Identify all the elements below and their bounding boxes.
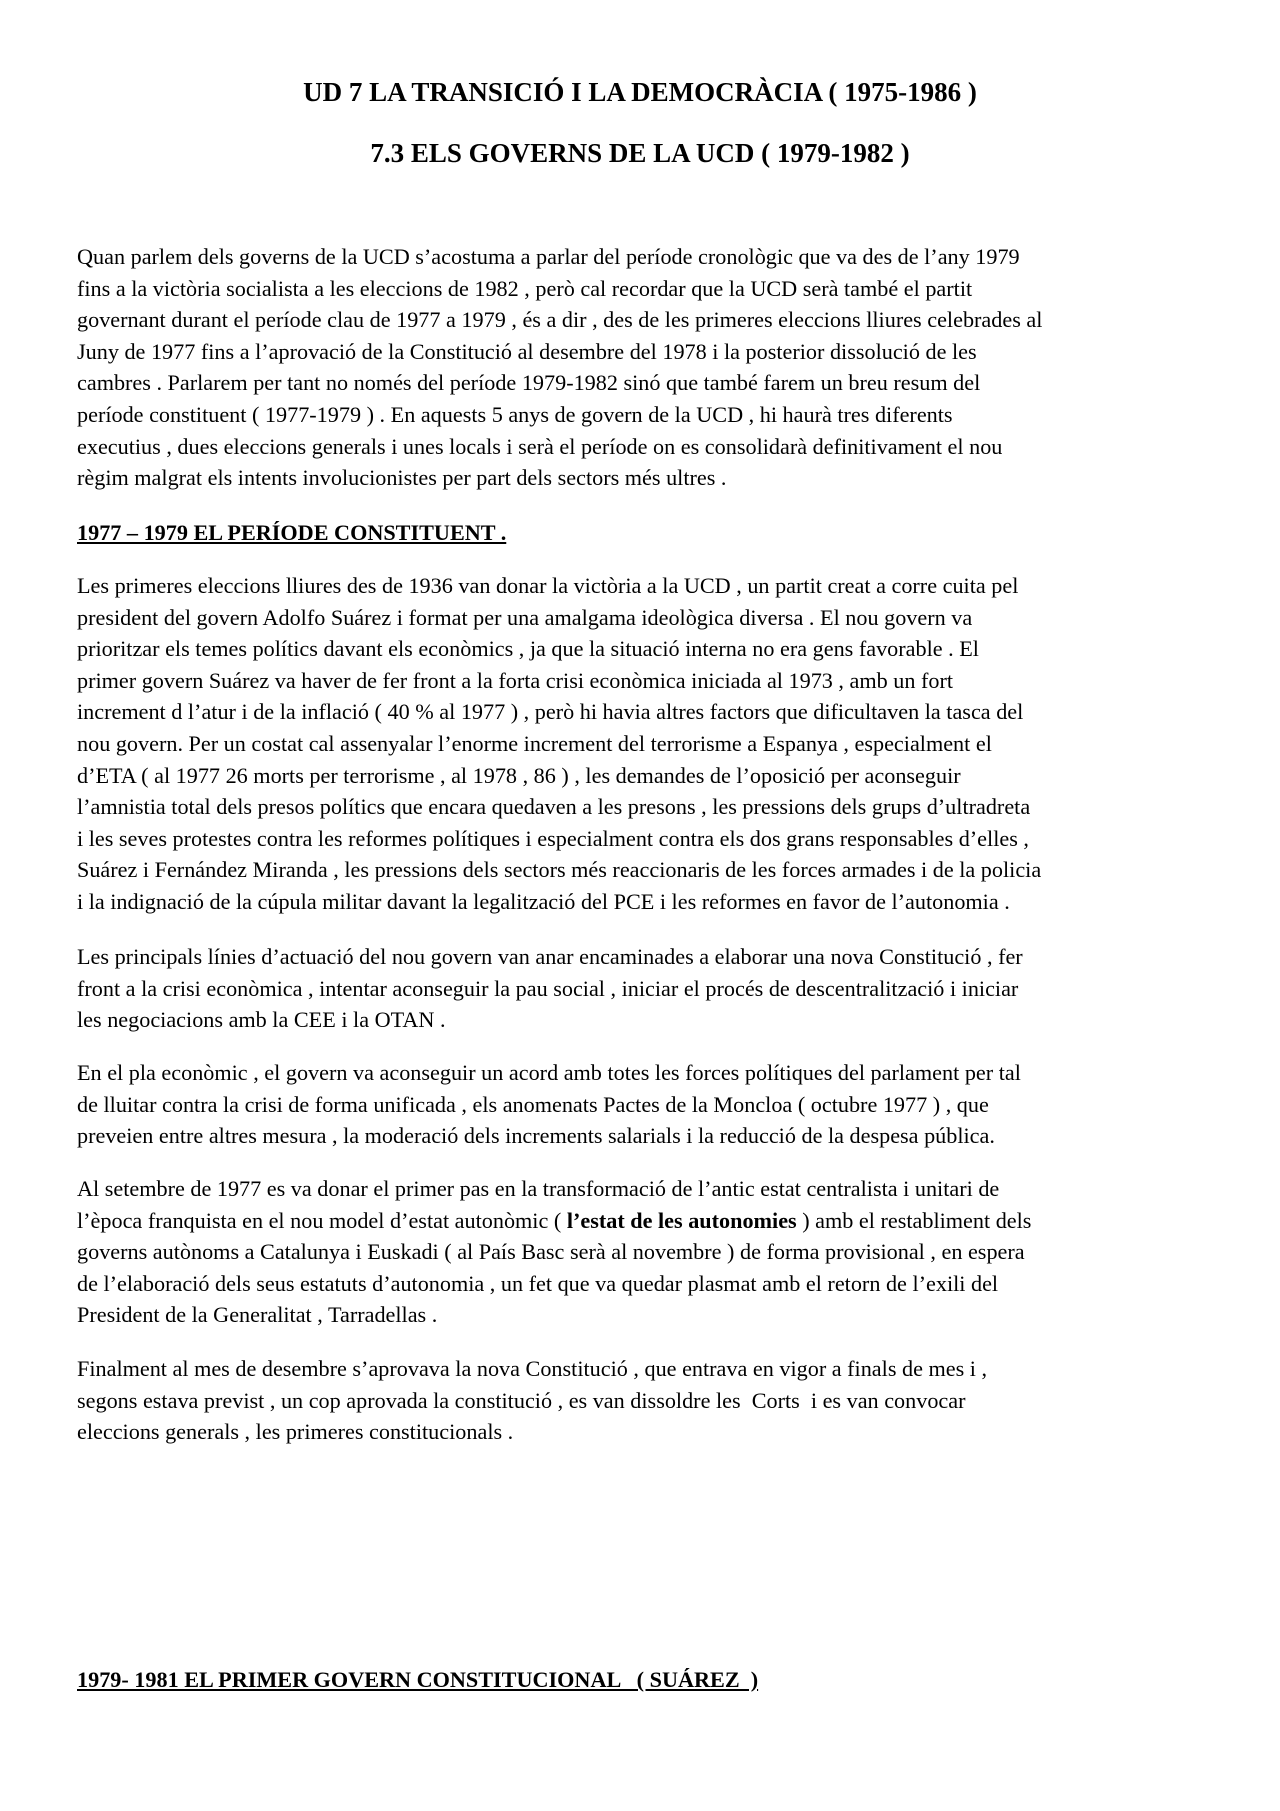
text-line: prioritzar els temes polítics davant els econòmics , ja que la situació interna no era gens favorable . El [77,636,979,662]
bold-term: l’estat de les autonomies [566,1207,797,1233]
text-line [77,1205,1217,1237]
text-line: cambres . Parlarem per tant no només del període 1979-1982 sinó que també farem un breu resum del [77,370,981,396]
text-line: règim malgrat els intents involucionistes per part dels sectors més ultres . [77,465,727,491]
text-line: front a la crisi econòmica , intentar aconseguir la pau social , iniciar el procés de descentralització i iniciar [77,975,1019,1001]
section1-paragraph-1 [77,570,1217,918]
text-line: increment d l’atur i de la inflació ( 40 % al 1977 ) , però hi havia altres factors que dificultaven la tasca del [77,699,1024,725]
section1-paragraph-3 [77,1057,1217,1152]
text-line: nou govern. Per un costat cal assenyalar l’enorme increment del terrorisme a Espanya , especialment el [77,730,992,756]
text-line: President de la Generalitat , Tarradellas . [77,1302,438,1328]
text-line: Finalment al mes de desembre s’aprovava la nova Constitució , que entrava en vigor a finals de mes i , [77,1356,988,1381]
text-line: i les seves protestes contra les reformes polítiques i especialment contra els dos grans responsables d’elles , [77,825,1029,851]
text-line: Quan parlem dels governs de la UCD s’acostuma a parlar del període cronològic que va des de l’any 1979 [77,244,1020,269]
section-heading-constituent: 1977 – 1979 EL PERÍODE CONSTITUENT . [77,520,507,545]
text-line: Suárez i Fernández Miranda , les pressions dels sectors més reaccionaris de les forces armades i de la policia [77,857,1042,883]
section1-paragraph-2 [77,941,1217,1036]
text-line: Les primeres eleccions lliures des de 1936 van donar la victòria a la UCD , un partit creat a corre cuita pel [77,573,1019,598]
text-line: president del govern Adolfo Suárez i format per una amalgama ideològica diversa . El nou govern va [77,604,973,630]
text-line: Juny de 1977 fins a l’aprovació de la Constitució al desembre del 1978 i la posterior dissolució de les [77,338,977,364]
text-line: de l’elaboració dels seus estatuts d’autonomia , un fet que va quedar plasmat amb el retorn de l’exili del [77,1270,999,1296]
section1-paragraph-5 [77,1353,1217,1448]
text-line: d’ETA ( al 1977 26 morts per terrorisme , al 1978 , 86 ) , les demandes de l’oposició per aconseguir [77,762,961,788]
page-subtitle: 7.3 ELS GOVERNS DE LA UCD ( 1979-1982 ) [370,138,910,168]
text-line: eleccions generals , les primeres constitucionals . [77,1419,514,1445]
text-line: fins a la victòria socialista a les eleccions de 1982 , però cal recordar que la UCD serà també el partit [77,275,973,301]
intro-paragraph [77,241,1217,494]
text-line: executius , dues eleccions generals i unes locals i serà el període on es consolidarà definitivament el nou [77,433,1003,459]
text-line: Les principals línies d’actuació del nou govern van anar encaminades a elaborar una nova Constitució , fer [77,944,1023,969]
text-line: l’amnistia total dels presos polítics que encara quedaven a les presons , les pressions dels grups d’ultradreta [77,794,1031,820]
text-fragment: ) amb el restabliment dels [796,1207,1032,1233]
text-line: període constituent ( 1977-1979 ) . En aquests 5 anys de govern de la UCD , hi haurà tres diferents [77,401,953,427]
text-fragment: l’època franquista en el nou model d’estat autonòmic ( [77,1207,567,1233]
page-title: UD 7 LA TRANSICIÓ I LA DEMOCRÀCIA ( 1975-1986 ) [303,77,977,107]
text-line: de lluitar contra la crisi de forma unificada , els anomenats Pactes de la Moncloa ( octubre 1977 ) , que [77,1091,989,1117]
text-line: Al setembre de 1977 es va donar el primer pas en la transformació de l’antic estat centralista i unitari de [77,1176,1000,1201]
text-line: i la indignació de la cúpula militar davant la legalització del PCE i les reformes en favor de l’autonomia . [77,888,1010,914]
text-line: preveien entre altres mesura , la moderació dels increments salarials i la reducció de la despesa pública. [77,1123,995,1149]
text-line: primer govern Suárez va haver de fer front a la forta crisi econòmica iniciada al 1973 , amb un fort [77,667,954,693]
text-line: segons estava previst , un cop aprovada la constitució , es van dissoldre les Corts i es van convocar [77,1387,966,1413]
text-line: governant durant el període clau de 1977 a 1979 , és a dir , des de les primeres eleccions lliures celebrades al [77,307,1043,333]
text-line: governs autònoms a Catalunya i Euskadi ( al País Basc serà al novembre ) de forma provisional , en espera [77,1239,1025,1265]
section1-paragraph-4 [77,1173,1217,1331]
section-heading-first-government: 1979- 1981 EL PRIMER GOVERN CONSTITUCIONAL ( SUÁREZ ) [77,1667,759,1692]
text-line: En el pla econòmic , el govern va aconseguir un acord amb totes les forces polítiques del parlament per tal [77,1060,1021,1085]
text-line: les negociacions amb la CEE i la OTAN . [77,1007,446,1033]
